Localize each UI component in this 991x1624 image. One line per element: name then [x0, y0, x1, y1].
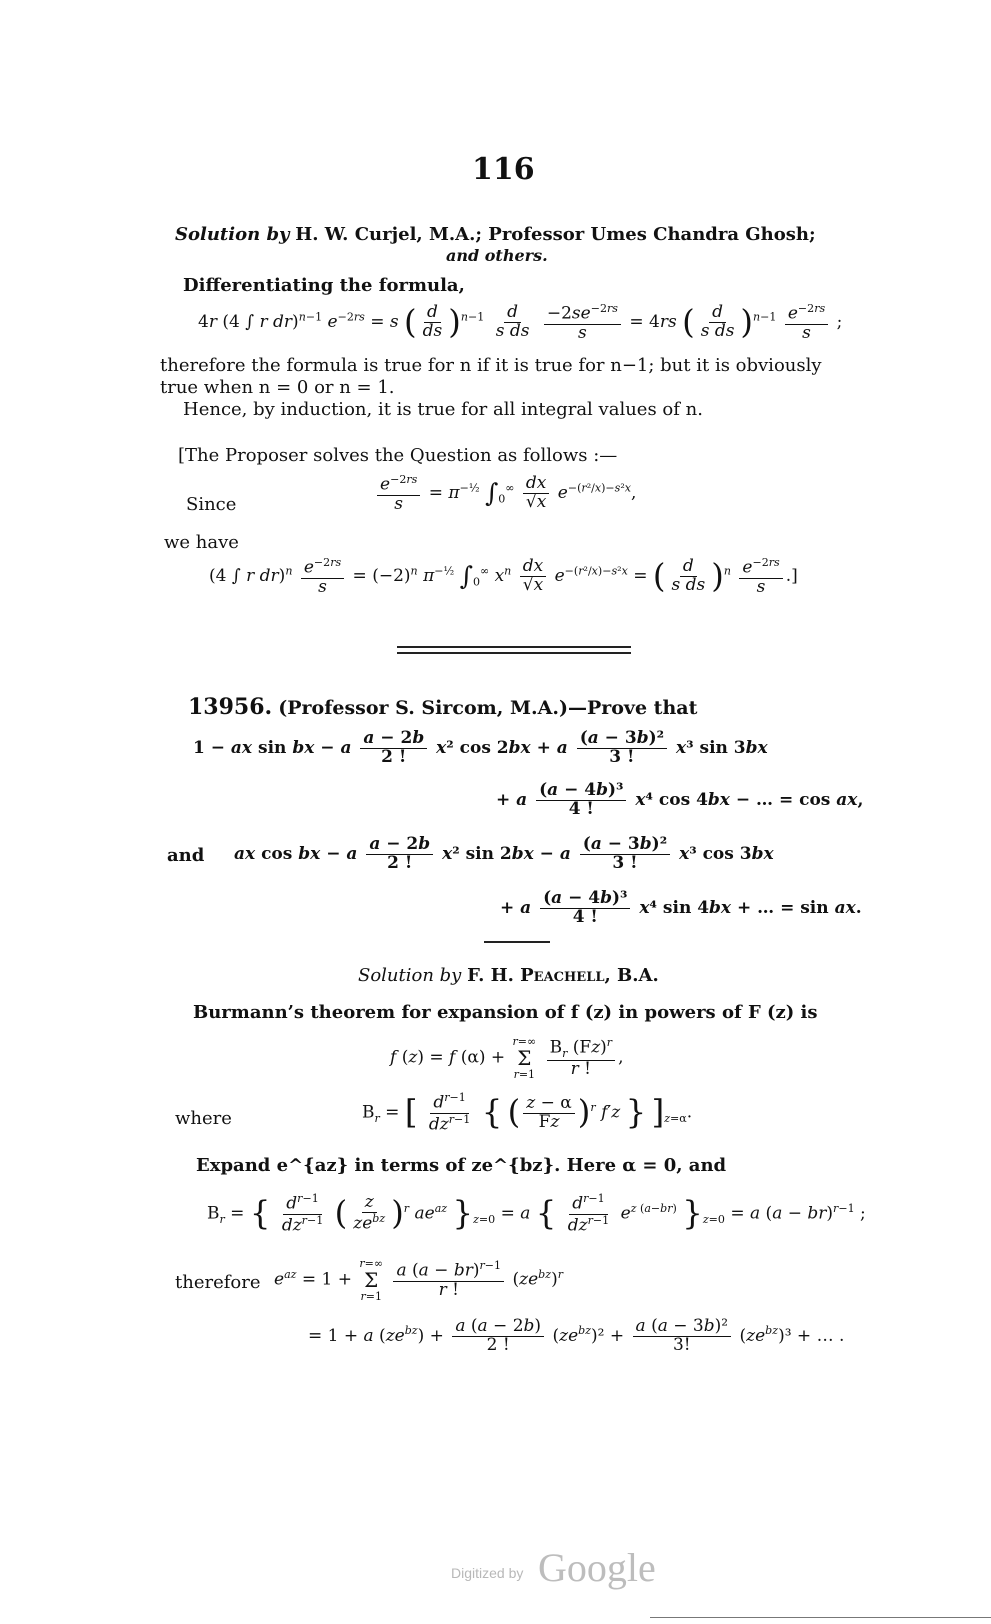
- question-number: 13956.: [188, 694, 273, 720]
- solution-2-heading: [358, 965, 659, 986]
- google-logo: Google: [538, 1545, 656, 1590]
- solution-2-author: F. H. Peachell, B.A.: [467, 965, 659, 986]
- proposer-note: [The Proposer solves the Question as follows :—: [178, 445, 618, 466]
- solution-1-heading: [175, 224, 816, 245]
- since-label: Since: [186, 494, 237, 515]
- expand-text: Expand e^{az} in terms of ze^{bz}. Here α = 0, and: [196, 1155, 727, 1176]
- double-rule-bottom: [397, 652, 631, 654]
- equation-where: $B_r$ = [ $\frac{d^{r-1}}{dz^{r-1}}$ { ( $\frac{z - \alpha}{Fz}$ )$^r$ f′z } ]$_{z=\alpha}$.: [362, 1091, 693, 1135]
- double-rule-top: [397, 646, 631, 648]
- equation-since: $\frac{e^{-2rs}}{s}$ = $\pi^{-\frac{1}{2}}$ $\int_0^\infty$ $\frac{dx}{√x}$ $e^{-(r^2/x)-s^2x}$,: [374, 474, 636, 513]
- bottom-edge-line: [650, 1617, 991, 1618]
- equation-we-have: (4 ∫ r dr)$^n$ $\frac{e^{-2rs}}{s}$ = $(-2)^n$ $\pi^{-\frac{1}{2}}$ $\int_0^\infty$ $x^n$ $\frac{dx}{√x}$ $e^{-(r^2/x)-s^2x}$ = ( $\frac{d}{\text{s ds}}$ )$^n$ $\frac{e^{-2rs}}{s}$ .]: [209, 556, 798, 597]
- page-number: 116: [472, 152, 535, 187]
- equation-expansion-1: $e^{az} = 1$ + r=∞ Σ r=1 $\frac{a (a - br)^{r-1}}{r !}$ $(ze^{bz})^r$: [274, 1257, 563, 1303]
- equation-sin-line-1: ax cos bx − a $\frac{a - 2b}{2 !}$ x² sin 2bx − a $\frac{\text{(a − 3b)²}}{3 !}$ x³ cos 3bx: [234, 834, 774, 873]
- burmann-theorem-text: Burmann’s theorem for expansion of f (z) in powers of F (z) is: [193, 1002, 818, 1023]
- equation-sin-line-2: + a $\frac{\text{(a − 4b)³}}{4 !}$ x⁴ sin 4bx + … = sin ax.: [500, 888, 862, 927]
- equation-cos-line-1: 1 − ax sin bx − a $\frac{a - 2b}{2 !}$ x² cos 2bx + a $\frac{\text{(a − 3b)²}}{3 !}$ x³ sin 3bx: [193, 728, 768, 767]
- where-label: where: [175, 1108, 232, 1129]
- and-label: and: [167, 845, 205, 866]
- solution-by-label: Solution by: [175, 224, 290, 245]
- question-heading: [188, 694, 697, 720]
- solution-1-authors-cont: and others.: [446, 246, 548, 265]
- equation-expansion-2: = 1 + a $(ze^{bz})$ + $\frac{a (a - 2b)}{2 !}$ $(ze^{bz})^2$ + $\frac{\text{a (a − 3b)²}}{3!}$ $(ze^{bz})^3$ + … .: [308, 1316, 845, 1355]
- digitized-by-text: Digitized by: [451, 1565, 524, 1581]
- therefore-label: therefore: [175, 1272, 261, 1293]
- short-rule: [484, 941, 550, 943]
- solution-1-text-1: therefore the formula is true for n if it is true for n−1; but it is obviously: [160, 355, 822, 376]
- solution-1-text-3: Hence, by induction, it is true for all integral values of n.: [183, 399, 703, 420]
- equation-formula: 4r (4 ∫ r dr)$^{n-1}$ $e^{-2rs} = s$ ( $\frac{d}{ds}$ )$^{n-1}$ $\frac{d}{\text{s ds}}$ $\frac{-2se^{-2rs}}{s}$ = 4rs ( $\frac{d}{\text{s ds}}$ )$^{n-1}$ $\frac{e^{-2rs}}{s}$ ;: [198, 302, 843, 343]
- equation-br: $B_r$ = { $\frac{d^{r-1}}{dz^{r-1}}$ ( $\frac{z}{ze^{bz}}$ )$^r$ $ae^{az}$ }$_{z=0} = a$ { $\frac{d^{r-1}}{dz^{r-1}}$ $e^{z (a-br)}$ }$_{z=0} = a$ (a − br)$^{r-1}$ ;: [207, 1192, 866, 1236]
- solution-1-intro: Differentiating the formula,: [183, 275, 465, 296]
- solution-2-by-label: Solution by: [358, 965, 462, 986]
- equation-burmann: f (z) = f (α) + r=∞ Σ r=1 $\frac{B_r (Fz)^r}{r !}$ ,: [390, 1035, 624, 1081]
- question-text: (Professor S. Sircom, M.A.)—Prove that: [278, 697, 698, 719]
- solution-1-text-2: true when n = 0 or n = 1.: [160, 377, 395, 398]
- solution-1-authors: H. W. Curjel, M.A.; Professor Umes Chandra Ghosh;: [295, 224, 816, 245]
- we-have-label: we have: [164, 532, 239, 553]
- equation-cos-line-2: + a $\frac{\text{(a − 4b)³}}{4 !}$ x⁴ cos 4bx − … = cos ax,: [496, 780, 864, 819]
